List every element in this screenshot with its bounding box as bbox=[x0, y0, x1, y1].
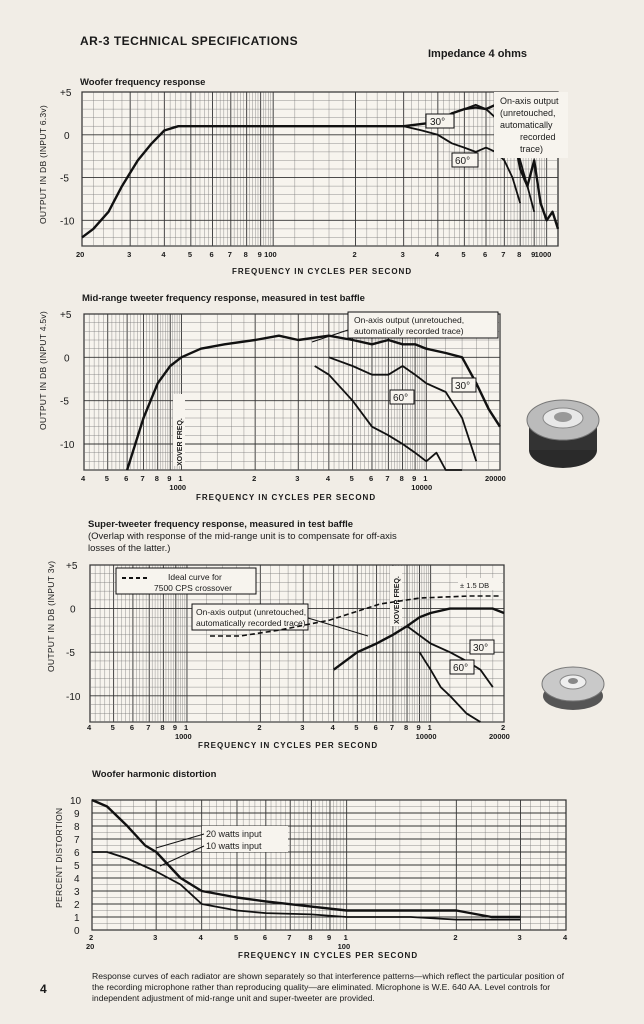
woofer-xtick-label: 7 bbox=[227, 250, 232, 259]
woofer-xtick-label: 4 bbox=[434, 250, 440, 259]
supertweeter-xtick-label: 2 bbox=[257, 723, 262, 732]
supertweeter-xtick-label: 6 bbox=[373, 723, 378, 732]
midrange-xtick-label: 8 bbox=[399, 474, 404, 483]
supertweeter-xtick-label: 7 bbox=[146, 723, 151, 732]
page-title: AR-3 TECHNICAL SPECIFICATIONS bbox=[80, 34, 299, 48]
midrange-xtick-label: 4 bbox=[81, 474, 86, 483]
woofer-ytick-label: -10 bbox=[60, 216, 75, 228]
midrange-xtick-label: 5 bbox=[104, 474, 109, 483]
supertweeter-xover-label: XOVER FREQ. bbox=[394, 576, 401, 624]
midrange-xtick-label: 10000 bbox=[411, 483, 433, 492]
woofer-annotation-text: automatically bbox=[500, 120, 553, 130]
woofer-xtick-label: 3 bbox=[400, 250, 405, 259]
midrange-xtick-label: 5 bbox=[349, 474, 354, 483]
distortion-xtick-label: 4 bbox=[563, 933, 568, 942]
woofer-annotation-text: On-axis output bbox=[500, 96, 559, 106]
supertweeter-xtick-label: 1 bbox=[427, 723, 432, 732]
woofer-response-title: Woofer frequency response bbox=[80, 77, 206, 88]
midrange-xtick-label: 8 bbox=[154, 474, 159, 483]
distortion-xtick-label: 2 bbox=[453, 933, 458, 942]
supertweeter-30-label: 30° bbox=[473, 643, 489, 654]
woofer-xtick-label: 4 bbox=[161, 250, 166, 259]
distortion-xtick-label: 7 bbox=[287, 933, 292, 942]
midrange-ytick-label: 0 bbox=[64, 353, 70, 365]
woofer-xtick-label: 9 bbox=[257, 250, 262, 259]
distortion-ytick-label: 5 bbox=[74, 861, 80, 872]
distortion-ylabel: PERCENT DISTORTION bbox=[54, 807, 64, 908]
supertweeter-ytick-label: +5 bbox=[66, 561, 78, 572]
supertweeter-xtick-label: 4 bbox=[87, 723, 92, 732]
midrange-60-label: 60° bbox=[393, 393, 409, 404]
distortion-ytick-label: 7 bbox=[74, 835, 80, 846]
woofer-xtick-label: 2 bbox=[352, 250, 357, 259]
woofer-xtick-label: 5 bbox=[187, 250, 193, 259]
supertweeter-response-title: Super-tweeter frequency response, measured in test baffle bbox=[88, 519, 354, 530]
distortion-ytick-label: 9 bbox=[74, 809, 80, 820]
midrange-xtick-label: 4 bbox=[325, 474, 331, 483]
midrange-xtick-label: 7 bbox=[385, 474, 390, 483]
midrange-xtick-label: 7 bbox=[140, 474, 145, 483]
woofer-xtick-label: 8 bbox=[517, 250, 522, 259]
supertweeter-xtick-label: 8 bbox=[160, 723, 165, 732]
supertweeter-annotation-text: On-axis output (unretouched, bbox=[196, 607, 307, 617]
supertweeter-xtick-label: 8 bbox=[404, 723, 409, 732]
supertweeter-ideal-text: Ideal curve for bbox=[168, 572, 222, 582]
supertweeter-60-label: 60° bbox=[453, 663, 469, 674]
distortion-ytick-label: 4 bbox=[74, 874, 80, 885]
supertweeter-ytick-label: -5 bbox=[66, 648, 75, 660]
supertweeter-xtick-label: 4 bbox=[330, 723, 335, 732]
distortion-ytick-label: 2 bbox=[74, 900, 80, 911]
supertweeter-xtick-label: 10000 bbox=[415, 732, 437, 741]
supertweeter-tol-label: ± 1.5 DB bbox=[460, 581, 490, 590]
woofer-xtick-label: 3 bbox=[127, 250, 132, 259]
midrange-ytick-label: -5 bbox=[60, 396, 69, 408]
woofer-xtick-label: 100 bbox=[264, 250, 277, 259]
distortion-xtick-label: 8 bbox=[308, 933, 313, 942]
supertweeter-ytick-label: 0 bbox=[70, 604, 76, 616]
midrange-annotation-text: On-axis output (unretouched, bbox=[354, 315, 465, 325]
distortion-xtick-label: 9 bbox=[326, 933, 332, 942]
page-number: 4 bbox=[40, 982, 47, 996]
woofer-annotation-text: recorded bbox=[520, 132, 556, 142]
distortion-xlabel: FREQUENCY IN CYCLES PER SECOND bbox=[238, 951, 419, 960]
supertweeter-xtick-label: 20000 bbox=[489, 732, 510, 741]
footnote: Response curves of each radiator are shown separately so that interference patterns—which reflect the particular position of the recording microphone rather than reproducing quality—are eliminated. Microphone is W.E. 640 AA. Level controls for independent adjustment of mid-range unit and super-tweeter are provided. bbox=[92, 971, 564, 1003]
midrange-xtick-label: 6 bbox=[368, 474, 374, 483]
midrange-xtick-label: 2 bbox=[252, 474, 257, 483]
woofer-xtick-label: 20 bbox=[76, 250, 85, 259]
impedance-label: Impedance 4 ohms bbox=[428, 48, 528, 60]
woofer-response-xlabel: FREQUENCY IN CYCLES PER SECOND bbox=[232, 267, 413, 276]
distortion-ytick-label: 6 bbox=[74, 848, 80, 859]
supertweeter-xtick-label: 9 bbox=[172, 723, 177, 732]
woofer-30-label: 30° bbox=[430, 117, 446, 128]
midrange-ytick-label: +5 bbox=[60, 310, 72, 321]
woofer-xtick-label: 5 bbox=[461, 250, 466, 259]
distortion-ytick-label: 0 bbox=[74, 926, 80, 937]
supertweeter-xtick-label: 7 bbox=[389, 723, 395, 732]
midrange-xover-label: XOVER FREQ. bbox=[177, 418, 184, 466]
midrange-xtick-label: 20000 bbox=[485, 474, 506, 483]
woofer-annotation-text: trace) bbox=[520, 144, 544, 154]
midrange-xtick-label: 6 bbox=[124, 474, 129, 483]
midrange-xtick-label: 9 bbox=[167, 474, 172, 483]
woofer-ytick-label: +5 bbox=[60, 88, 72, 99]
distortion-xtick-label: 20 bbox=[86, 942, 95, 951]
supertweeter-response-ylabel: OUTPUT IN DB (INPUT 3v) bbox=[46, 560, 56, 672]
midrange-xtick-label: 3 bbox=[295, 474, 300, 483]
distortion-xtick-label: 6 bbox=[262, 933, 267, 942]
supertweeter-response-xlabel: FREQUENCY IN CYCLES PER SECOND bbox=[198, 741, 379, 750]
supertweeter-ytick-label: -10 bbox=[66, 691, 81, 703]
distortion-ytick-label: 8 bbox=[74, 822, 80, 833]
distortion-xtick-label: 3 bbox=[153, 933, 158, 942]
woofer-xtick-label: 7 bbox=[501, 250, 506, 259]
supertweeter-xtick-label: 1 bbox=[183, 723, 189, 732]
midrange-30-label: 30° bbox=[455, 381, 471, 392]
supertweeter-xtick-label: 2 bbox=[501, 723, 506, 732]
woofer-ytick-label: 0 bbox=[64, 130, 70, 142]
supertweeter-xtick-label: 5 bbox=[110, 723, 115, 732]
midrange-xtick-label: 9 bbox=[412, 474, 417, 483]
distortion-ytick-label: 10 bbox=[70, 796, 82, 807]
midrange-ytick-label: -10 bbox=[60, 440, 75, 451]
midrange-response-title: Mid-range tweeter frequency response, measured in test baffle bbox=[82, 293, 365, 304]
supertweeter-ideal-text: 7500 CPS crossover bbox=[154, 583, 232, 593]
distortion-title: Woofer harmonic distortion bbox=[92, 769, 217, 780]
woofer-xtick-label: 8 bbox=[243, 250, 248, 259]
distortion-ytick-label: 3 bbox=[74, 887, 80, 898]
distortion-xtick-label: 2 bbox=[89, 933, 94, 942]
supertweeter-xtick-label: 9 bbox=[416, 723, 421, 732]
distortion-ytick-label: 1 bbox=[74, 913, 80, 924]
woofer-xtick-label: 1000 bbox=[534, 250, 552, 259]
woofer-ytick-label: -5 bbox=[60, 173, 69, 185]
distortion-xtick-label: 3 bbox=[517, 933, 522, 942]
woofer-60-label: 60° bbox=[455, 156, 471, 167]
midrange-xtick-label: 1 bbox=[423, 474, 428, 483]
distortion-xtick-label: 1 bbox=[343, 933, 348, 942]
midrange-xtick-label: 1 bbox=[178, 474, 183, 483]
supertweeter-xtick-label: 5 bbox=[354, 723, 359, 732]
woofer-annotation-text: (unretouched, bbox=[500, 108, 556, 118]
midrange-response-xlabel: FREQUENCY IN CYCLES PER SECOND bbox=[196, 493, 377, 502]
midrange-annotation-text: automatically recorded trace) bbox=[354, 326, 464, 336]
woofer-xtick-label: 9 bbox=[531, 250, 536, 259]
supertweeter-xtick-label: 6 bbox=[129, 723, 135, 732]
woofer-xtick-label: 6 bbox=[483, 250, 488, 259]
midrange-driver-photo bbox=[518, 390, 608, 480]
distortion-legend-10w: 10 watts input bbox=[206, 841, 262, 851]
supertweeter-annotation-text: automatically recorded trace) bbox=[196, 618, 306, 628]
supertweeter-xtick-label: 3 bbox=[300, 723, 305, 732]
distortion-legend-20w: 20 watts input bbox=[206, 829, 262, 839]
midrange-xtick-label: 1000 bbox=[169, 483, 187, 492]
distortion-xtick-label: 5 bbox=[233, 933, 239, 942]
distortion-xtick-label: 100 bbox=[337, 942, 351, 951]
supertweeter-response-subtitle: (Overlap with response of the mid-range unit is to compensate for off-axis losses of the latter.) bbox=[88, 531, 397, 554]
supertweeter-driver-photo bbox=[538, 658, 608, 718]
woofer-response-ylabel: OUTPUT IN DB (INPUT 6.3v) bbox=[38, 104, 48, 224]
supertweeter-xtick-label: 1000 bbox=[174, 732, 192, 741]
woofer-xtick-label: 6 bbox=[209, 250, 214, 259]
midrange-response-ylabel: OUTPUT IN DB (INPUT 4.5v) bbox=[38, 310, 48, 430]
distortion-xtick-label: 4 bbox=[198, 933, 203, 942]
